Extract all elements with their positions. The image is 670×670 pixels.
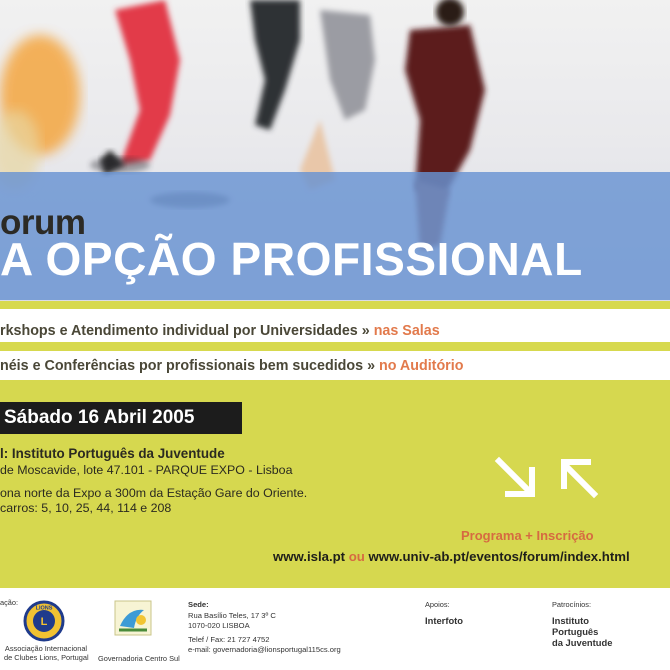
lions-logo-text: LIONS xyxy=(35,605,53,612)
program-registration-label: Programa + Inscrição xyxy=(461,528,594,543)
venue-address: de Moscavide, lote 47.101 - PARQUE EXPO - Lisboa xyxy=(0,463,293,477)
footer xyxy=(0,588,670,670)
forum-word: orum xyxy=(0,203,86,242)
row-text: rkshops e Atendimento individual por Universidades xyxy=(0,323,358,339)
venue-name: l: Instituto Português da Juventude xyxy=(0,446,225,461)
row-text: néis e Conferências por profissionais bem sucedidos xyxy=(0,358,364,374)
sede-email: e-mail: governadoria@lionsportugal115cs.org xyxy=(188,645,341,654)
stripe xyxy=(0,342,670,351)
stripe xyxy=(0,301,670,309)
row-arrow: » xyxy=(361,323,370,339)
page-title: A OPÇÃO PROFISSIONAL xyxy=(0,233,583,285)
patrocinios-line-3: da Juventude xyxy=(552,637,613,648)
arrows-icon xyxy=(494,456,606,502)
venue-directions: ona norte da Expo a 300m da Estação Gare do Oriente. xyxy=(0,486,308,500)
or-word: ou xyxy=(348,549,365,564)
svg-text:L: L xyxy=(40,616,48,628)
univ-ab-link[interactable]: www.univ-ab.pt/eventos/forum/index.html xyxy=(368,549,630,564)
sede-phone: Telef / Fax: 21 727 4752 xyxy=(188,635,270,644)
website-links xyxy=(273,549,630,564)
governadoria-logo-icon xyxy=(114,600,152,636)
patrocinios-line-1: Instituto xyxy=(552,615,589,626)
patrocinios-line-2: Português xyxy=(552,626,599,637)
apoios-label: Apoios: xyxy=(425,600,450,609)
sede-address-1: Rua Basílio Teles, 17 3º C xyxy=(188,611,276,620)
row-place: no Auditório xyxy=(379,358,464,374)
event-date: Sábado 16 Abril 2005 xyxy=(0,402,242,434)
org-label: ação: xyxy=(0,598,19,607)
lions-logo-icon xyxy=(22,600,66,642)
gov-caption: Governadoria Centro Sul xyxy=(98,654,180,663)
sede-address-2: 1070-020 LISBOA xyxy=(188,621,250,630)
apoios-name: Interfoto xyxy=(425,615,464,626)
info-row-workshops xyxy=(0,320,670,342)
bus-routes: carros: 5, 10, 25, 44, 114 e 208 xyxy=(0,501,172,515)
lions-caption: Associação Internacional de Clubes Lions, Portugal xyxy=(4,644,89,663)
info-row-panels xyxy=(0,355,670,377)
patrocinios-label: Patrocínios: xyxy=(552,600,592,609)
row-arrow: » xyxy=(367,358,376,374)
isla-link[interactable]: www.isla.pt xyxy=(273,549,346,564)
row-place: nas Salas xyxy=(373,323,440,339)
sede-label: Sede: xyxy=(188,600,209,609)
